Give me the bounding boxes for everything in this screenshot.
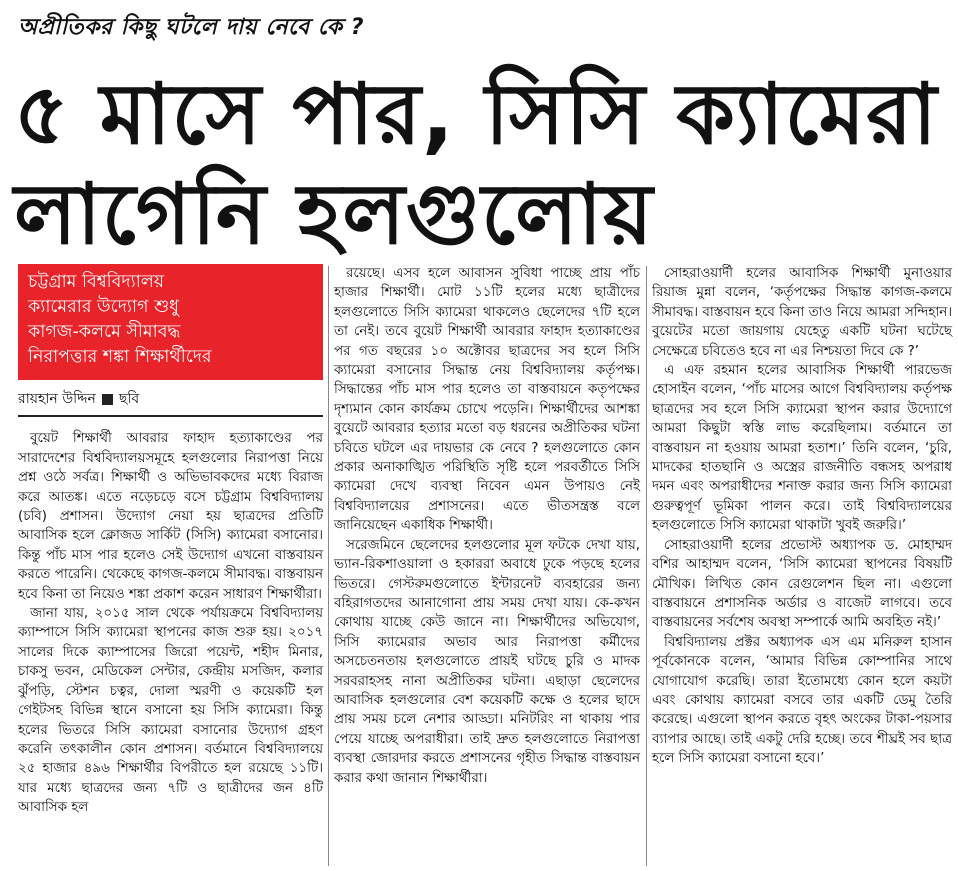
headline-line-2: লাগেনি হলগুলোয় [14, 165, 654, 263]
column-3 [652, 264, 952, 769]
paragraph: সোহরাওয়ার্দী হলের প্রভোস্ট অধ্যাপক ড. মোহাম্মদ বশির আহাম্মদ বলেন, ‘সিসি ক্যামেরা স্থাপনের বিষয়টি মৌখিক। লিখিত কোন রেগুলেশন ছিল না। এগুলো বাস্তবায়নে প্রশাসনিক অর্ডার ও বাজেট লাগবে। তবে বাস্তবায়নের সর্বশেষ অবস্থা সম্পার্কে আমি অবহিত নই।’ [652, 537, 952, 631]
highlight-line: কাগজ-কলমে সীমাবদ্ধ [28, 322, 181, 342]
byline [18, 390, 323, 417]
headline-line-1: ৫ মাসে পার, সিসি ক্যামেরা [14, 65, 938, 163]
kicker: অপ্রীতিকর কিছু ঘটলে দায় নেবে কে ? [18, 15, 364, 40]
photo-credit: ছবি [118, 391, 140, 407]
highlight-box [18, 264, 323, 380]
headline [14, 64, 944, 264]
paragraph: জানা যায়, ২০১৫ সাল থেকে পর্যায়ক্রমে বিশ্ববিদ্যালয় ক্যাম্পাসে সিসি ক্যামেরা স্থাপনের কাজ শুরু হয়। ২০১৭ সালের দিকে ক্যাম্পাসের জিরো পয়েন্ট, শহীদ মিনার, চাকসু ভবন, মেডিকেল সেন্টার, কেন্দ্রীয় মসজিদ, কলার ঝুঁপড়ি, স্টেশন চত্বর, দোলা স্মরণী ও কয়েকটি হল গেইটসহ বিভিন্ন স্থানে বসানো হয় সিসি ক্যামেরা। কিন্তু হলের ভিতরে সিসি ক্যামেরা বসানোর উদ্যোগ গ্রহণ করেনি তৎকালীন কোন প্রশাসন। বর্তমানে বিশ্ববিদ্যালয়ে ২৫ হাজার ৪৯৬ শিক্ষার্থীর বিপরীতে হল রয়েছে ১১টি। যার মধ্যে ছাত্রদের জন্য ৭টি ও ছাত্রীদের জন ৪টি আবাসিক হল [18, 606, 323, 816]
paragraph: বিশ্ববিদ্যালয় প্রক্টর অধ্যাপক এস এম মনিরুল হাসান পূর্বকোনকে বলেন, ‘আমার বিভিন্ন কোম্পানির সাথে যোগাযোগ করেছি। তারা ইতোমধ্যে কোন হলে কয়টা এবং কোথায় ক্যামেরা বসবে তার একটি ডেমু তৈরি করেছে। এগুলো স্থাপন করতে বৃহৎ অংকের টাকা-পয়সার ব্যাপার আছে। তাই একটু দেরি হচ্ছে। তবে শীঘ্রই সব ছাত্র হলে সিসি ক্যামেরা বসানো হবে।’ [652, 634, 952, 767]
paragraph: সরেজমিনে ছেলেদের হলগুলোর মূল ফটকে দেখা যায়, ভ্যান-রিকশাওয়ালা ও হকাররা অবাধে ঢুকে পড়ছে হলের ভিতরে। গেস্টরুমগুলোতে ইন্টারনেট ব্যবহারের জন্য বহিরাগতদের আনাগোনা প্রায় সময় দেখা যায়। কে-কখন কোথায় যাচ্ছে কেউ জানে না। শিক্ষার্থীদের অভিযোগ, সিসি ক্যামেরার অভাব আর নিরাপত্তা কর্মীদের অসচেতনতায় হলগুলোতে প্রায়ই ঘটছে চুরি ও মাদক সরবরাহসহ নানা অপ্রীতিকর ঘটনা। এছাড়া ছেলেদের আবাসিক হলগুলোর বেশ কয়েকটি কক্ষে ও হলের ছাদে প্রায় সময় চলে নেশার আড্ডা। মনিটরিং না থাকায় পার পেয়ে যাচ্ছে অপরাধীরা। তাই দ্রুত হলগুলোতে নিরাপত্তা ব্যবস্থা জোরদার করতে প্রশাসনের গৃহীত সিদ্ধান্ত বাস্তবায়ন করার কথা জানান শিক্ষার্থীরা। [334, 537, 640, 786]
column-divider [328, 266, 329, 866]
highlight-line: নিরাপত্তার শঙ্কা শিক্ষার্থীদের [28, 347, 212, 367]
column-divider [646, 266, 647, 866]
author: রায়হান উদ্দিন [18, 391, 96, 407]
highlight-line: চট্টগ্রাম বিশ্ববিদ্যালয় [28, 272, 165, 292]
square-bullet-icon [102, 394, 113, 405]
highlight-line: ক্যামেরার উদ্যোগ শুধু [28, 297, 179, 317]
paragraph: বুয়েট শিক্ষার্থী আবরার ফাহাদ হত্যাকাণ্ডের পর সারাদেশের বিশ্ববিদ্যালয়সমূহে হলগুলোর নিরাপত্তা নিয়ে প্রশ্ন ওঠে সর্বত্র। শিক্ষার্থী ও অভিভাবকদের মধ্যে বিরাজ করে আতঙ্ক। এতে নড়েচড়ে বসে চট্টগ্রাম বিশ্ববিদ্যালয় (চবি) প্রশাসন। উদ্যোগ নেয়া হয় ছাত্রদের প্রতিটি আবাসিক হলে ক্লোজড সার্কিট (সিসি) ক্যামেরা বসানোর। কিন্তু পাঁচ মাস পার হলেও সেই উদ্যোগ এখনো বাস্তবায়ন করতে পারেনি। থেকেছে কাগজ-কলমে সীমাবদ্ধ। বাস্তবায়ন হবে কিনা তা নিয়েও শঙ্কা প্রকাশ করেন সাধারণ শিক্ষার্থীরা। [18, 431, 323, 602]
column-2 [334, 264, 640, 788]
paragraph: সোহরাওয়ার্দী হলের আবাসিক শিক্ষার্থী মুনাওয়ার রিয়াজ মুন্না বলেন, ‘কর্তৃপক্ষের সিদ্ধান্ত কাগজ-কলমে সীমাবদ্ধ। বাস্তবায়ন হবে কিনা তাও নিয়ে আমরা সন্দিহান। বুয়েটের মতো জায়গায় যেহেতু একটি ঘটনা ঘটেছে সেক্ষেত্রে চবিতেও হবে না এর নিশ্চয়তা দিবে কে ?’ [652, 266, 952, 359]
column-1 [18, 264, 323, 818]
paragraph: এ এফ রহমান হলের আবাসিক শিক্ষার্থী পারভেজ হোসাইন বলেন, ‘পাঁচ মাসের আগে বিশ্ববিদ্যালয় কর্তৃপক্ষ ছাত্রদের সব হলে সিসি ক্যামেরা স্থাপন করার উদ্যোগে আমরা কিছুটা স্বস্তি লাভ করেছিলাম। বর্তমানে তা বাস্তবায়ন না হওয়ায় আমরা হতাশ।’ তিনি বলেন, ‘চুরি, মাদকের হাতছানি ও অস্ত্রের রাজনীতি বন্ধসহ অপরাধ দমন এবং অপরাধীদের শনাক্ত করার জন্য সিসি ক্যামেরা গুরুত্বপূর্ণ ভূমিকা পালন করে। তাই বিশ্ববিদ্যালয়ের হলগুলোতে সিসি ক্যামেরা থাকাটা খুবই জরুরি।’ [652, 363, 952, 534]
paragraph: রয়েছে। এসব হলে আবাসন সুবিধা পাচ্ছে প্রায় পাঁচ হাজার শিক্ষার্থী। মোট ১১টি হলের মধ্যে ছাত্রীদের হলগুলোতে সিসি ক্যামেরা থাকলেও ছেলেদের ৭টি হলে তা নেই। তবে বুয়েট শিক্ষার্থী আবরার ফাহাদ হত্যাকাণ্ডের পর গত বছরের ১০ অক্টোবর ছাত্রদের সব হলে সিসি ক্যামেরা বসানোর সিদ্ধান্ত নেয় বিশ্ববিদ্যালয় কর্তৃপক্ষ। সিদ্ধান্তের পাঁচ মাস পার হলেও তা বাস্তবায়নে কতৃপক্ষের দৃশ্যমান কোন কার্যক্রম চোখে পড়েনি। শিক্ষার্থীদের আশঙ্কা বুয়েটে আবরার হত্যার মতো বড় ধরনের অপ্রীতিকর ঘটনা চবিতে ঘটলে এর দায়ভার কে নেবে ? হলগুলোতে কোন প্রকার অনাকাঙ্খিত পরিস্থিতি সৃষ্টি হলে পরবর্তীতে সিসি ক্যামেরা দেখে ব্যবস্থা নিবেন এমন উপায়ও নেই বিশ্ববিদ্যালয়ের প্রশাসনের। এতে ভীতসন্ত্রস্ত বলে জানিয়েছেন একাধিক শিক্ষার্থী। [334, 266, 640, 534]
